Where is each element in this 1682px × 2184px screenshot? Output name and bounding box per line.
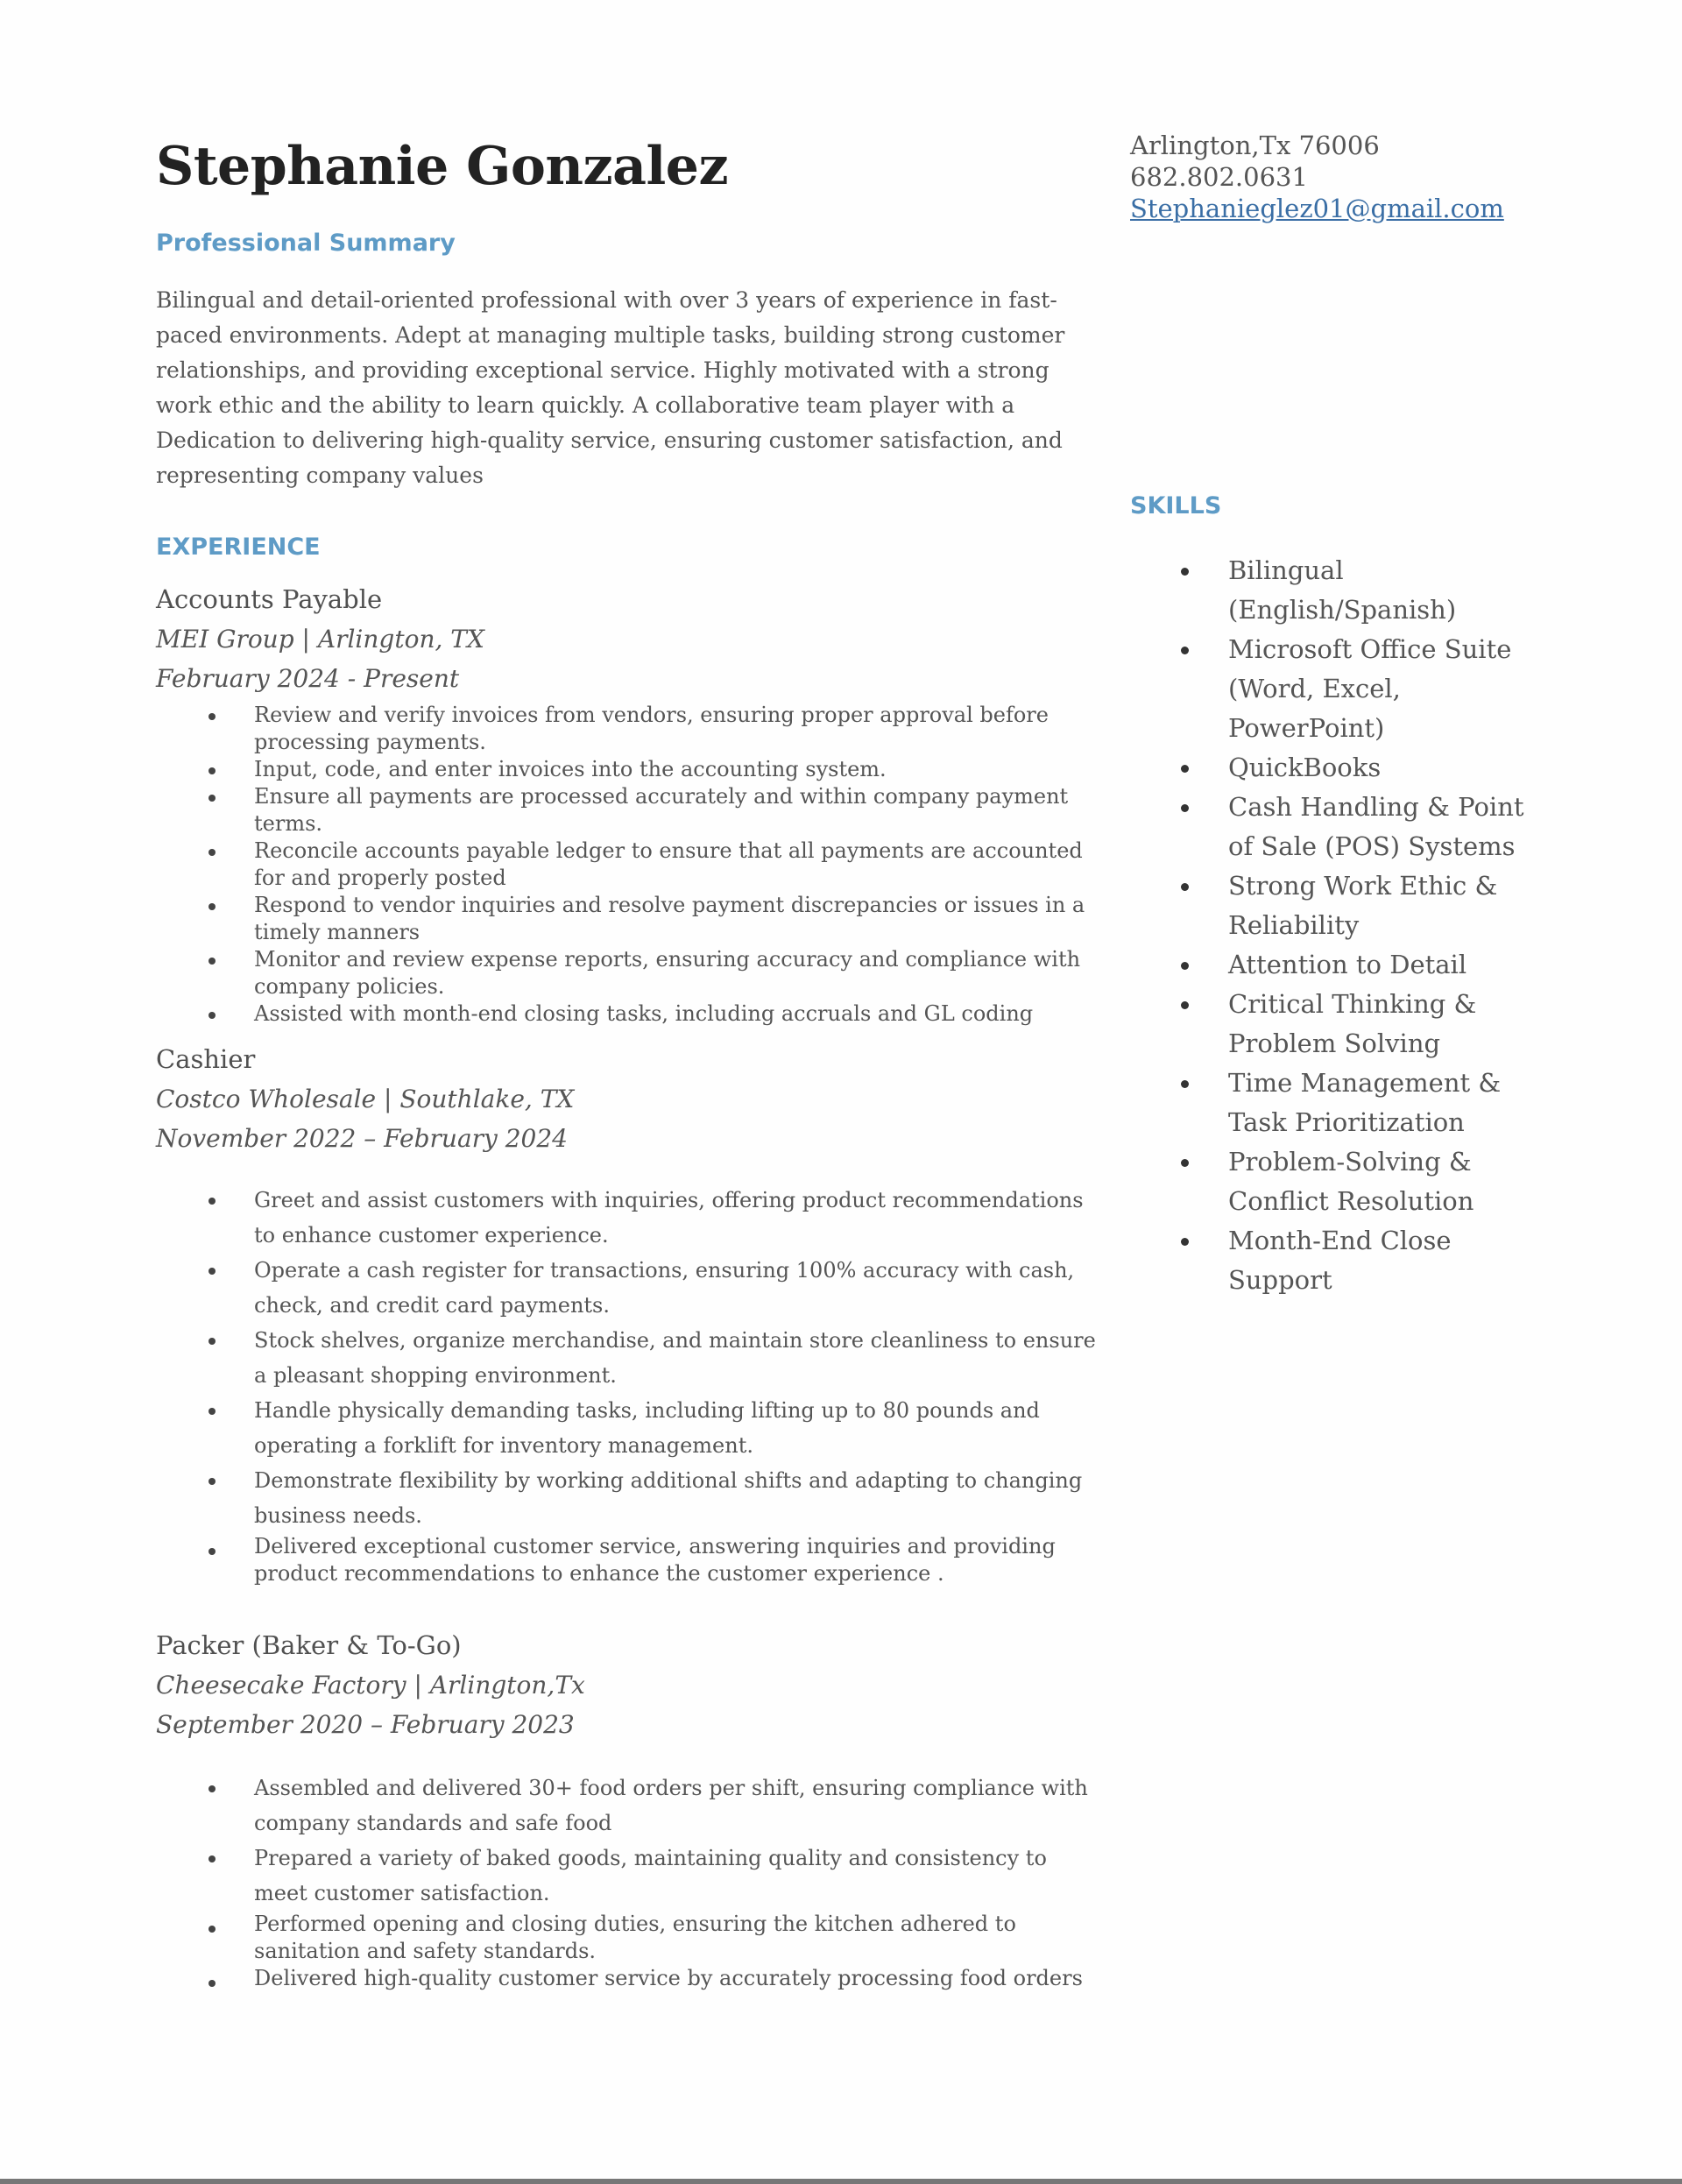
summary-text: Bilingual and detail-oriented professional with over 3 years of experience in fast-paced environments. Adept at managing multiple tasks, building strong customer relationships, and providing exceptional service. Highly motivated with a strong work ethic and the ability to learn quickly. A collaborative team player with a Dedication to delivering high-quality service, ensuring customer satisfaction, and representing company values bbox=[156, 287, 1065, 488]
list-item: Assisted with month-end closing tasks, including accruals and GL coding bbox=[254, 1000, 1102, 1028]
scan-edge-divider bbox=[0, 2179, 1682, 2184]
job-entry-packer bbox=[156, 1626, 1102, 1992]
job-entry-accounts-payable bbox=[156, 580, 1102, 1028]
list-item: Performed opening and closing duties, ensuring the kitchen adhered to sanitation and safety standards. bbox=[254, 1911, 1102, 1965]
summary-heading: Professional Summary bbox=[156, 230, 456, 257]
list-item: Prepared a variety of baked goods, maintaining quality and consistency to meet customer satisfaction. bbox=[254, 1841, 1102, 1911]
list-item: Bilingual (English/Spanish) bbox=[1228, 551, 1552, 630]
list-item: Greet and assist customers with inquiries, offering product recommendations to enhance customer experience. bbox=[254, 1183, 1102, 1253]
job-bullets bbox=[156, 702, 1102, 1028]
job-bullets bbox=[156, 1771, 1102, 1992]
list-item: Delivered high-quality customer service by accurately processing food orders bbox=[254, 1965, 1102, 1992]
list-item: Cash Handling & Point of Sale (POS) Systems bbox=[1228, 788, 1552, 866]
contact-address: Arlington,Tx 76006 bbox=[1130, 131, 1380, 160]
list-item: Reconcile accounts payable ledger to ensure that all payments are accounted for and properly posted bbox=[254, 838, 1102, 892]
list-item: Respond to vendor inquiries and resolve payment discrepancies or issues in a timely manners bbox=[254, 892, 1102, 946]
list-item: Handle physically demanding tasks, including lifting up to 80 pounds and operating a forklift for inventory management. bbox=[254, 1393, 1102, 1463]
list-item: Assembled and delivered 30+ food orders per shift, ensuring compliance with company standards and safe food bbox=[254, 1771, 1102, 1841]
job-company: MEI Group | Arlington, TX bbox=[156, 625, 484, 654]
list-item: Monitor and review expense reports, ensuring accuracy and compliance with company policies. bbox=[254, 946, 1102, 1000]
job-bullets bbox=[156, 1183, 1102, 1587]
list-item: Problem-Solving & Conflict Resolution bbox=[1228, 1142, 1552, 1221]
experience-heading: EXPERIENCE bbox=[156, 534, 321, 561]
job-title: Accounts Payable bbox=[156, 584, 383, 614]
contact-phone: 682.802.0631 bbox=[1130, 162, 1308, 192]
list-item: Delivered exceptional customer service, answering inquiries and providing product recommendations to enhance the customer experience . bbox=[254, 1533, 1102, 1587]
contact-email-link[interactable]: Stephanieglez01@gmail.com bbox=[1130, 194, 1504, 223]
candidate-name: Stephanie Gonzalez bbox=[156, 136, 729, 197]
list-item: Attention to Detail bbox=[1228, 945, 1552, 985]
skills-list bbox=[1130, 551, 1621, 1300]
job-entry-cashier bbox=[156, 1040, 1102, 1587]
job-company: Costco Wholesale | Southlake, TX bbox=[156, 1085, 575, 1113]
side-column bbox=[1130, 130, 1621, 1300]
skills-heading: SKILLS bbox=[1130, 492, 1222, 519]
main-column bbox=[156, 130, 1102, 1992]
list-item: Review and verify invoices from vendors, ensuring proper approval before processing payments. bbox=[254, 702, 1102, 756]
list-item: Input, code, and enter invoices into the accounting system. bbox=[254, 756, 1102, 783]
list-item: Strong Work Ethic & Reliability bbox=[1228, 866, 1552, 945]
job-title: Packer (Baker & To-Go) bbox=[156, 1630, 462, 1660]
list-item: Operate a cash register for transactions, ensuring 100% accuracy with cash, check, and credit card payments. bbox=[254, 1253, 1102, 1323]
list-item: Month-End Close Support bbox=[1228, 1221, 1552, 1300]
job-dates: November 2022 – February 2024 bbox=[156, 1124, 568, 1153]
list-item: Ensure all payments are processed accurately and within company payment terms. bbox=[254, 783, 1102, 838]
job-dates: September 2020 – February 2023 bbox=[156, 1710, 575, 1739]
list-item: Demonstrate flexibility by working additional shifts and adapting to changing business needs. bbox=[254, 1463, 1102, 1533]
list-item: Microsoft Office Suite (Word, Excel, PowerPoint) bbox=[1228, 630, 1552, 748]
list-item: Stock shelves, organize merchandise, and maintain store cleanliness to ensure a pleasant shopping environment. bbox=[254, 1323, 1102, 1393]
list-item: QuickBooks bbox=[1228, 748, 1552, 788]
list-item: Critical Thinking & Problem Solving bbox=[1228, 985, 1552, 1064]
job-dates: February 2024 - Present bbox=[156, 664, 460, 693]
contact-block bbox=[1130, 130, 1621, 224]
list-item: Time Management & Task Prioritization bbox=[1228, 1064, 1552, 1142]
job-title: Cashier bbox=[156, 1044, 256, 1074]
job-company: Cheesecake Factory | Arlington,Tx bbox=[156, 1671, 585, 1700]
